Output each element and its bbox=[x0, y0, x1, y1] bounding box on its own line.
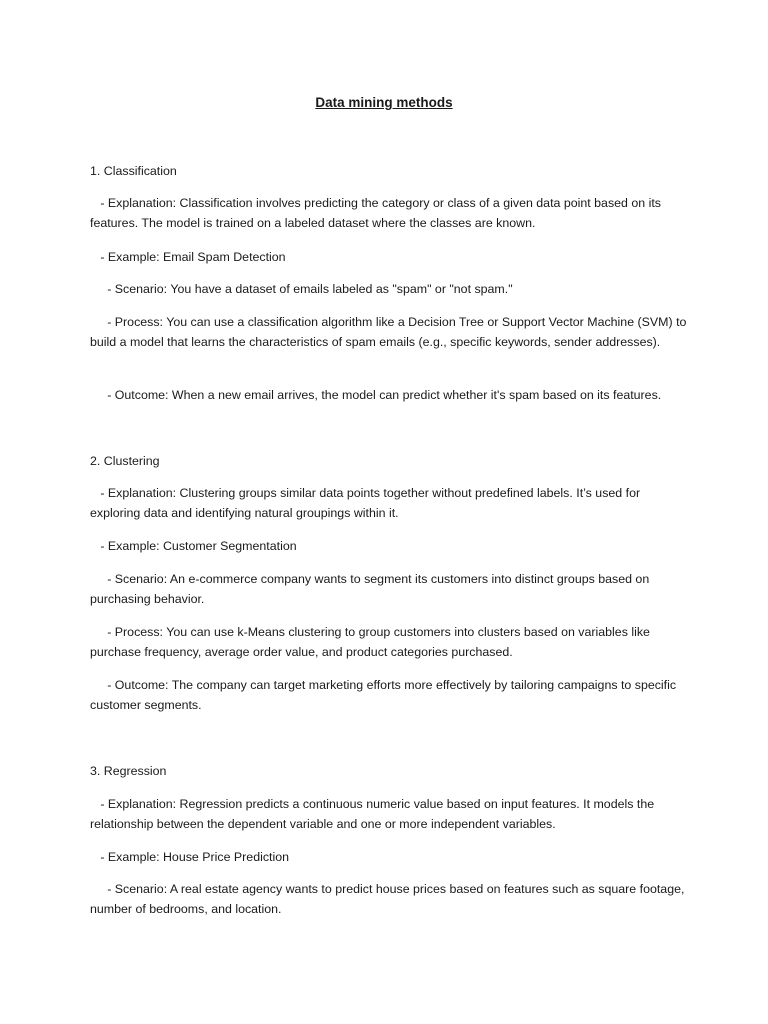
section-example: - Example: Customer Segmentation bbox=[90, 539, 297, 553]
section-explanation: - Explanation: Regression predicts a continuous numeric value based on input features. It models the relationship between the dependent variable and one or more independent variables. bbox=[90, 797, 658, 831]
section-outcome: - Outcome: When a new email arrives, the model can predict whether it's spam based on its features. bbox=[90, 388, 662, 402]
section-heading: 3. Regression bbox=[90, 764, 167, 778]
section-example: - Example: House Price Prediction bbox=[90, 850, 290, 864]
section-heading: 1. Classification bbox=[90, 164, 177, 178]
section-scenario: - Scenario: You have a dataset of emails labeled as "spam" or "not spam." bbox=[90, 282, 513, 296]
section-explanation: - Explanation: Clustering groups similar data points together without predefined labels. It’s used for exploring data and identifying natural groupings within it. bbox=[90, 486, 644, 520]
section-outcome: - Outcome: The company can target marketing efforts more effectively by tailoring campaigns to specific customer segments. bbox=[90, 678, 680, 712]
section-process: - Process: You can use k-Means clustering to group customers into clusters based on variables like purchase frequency, average order value, and product categories purchased. bbox=[90, 625, 654, 659]
section-process: - Process: You can use a classification algorithm like a Decision Tree or Support Vector Machine (SVM) to build a model that learns the characteristics of spam emails (e.g., specific keywords, sender addresses). bbox=[90, 315, 690, 349]
section-example: - Example: Email Spam Detection bbox=[90, 250, 286, 264]
section-explanation: - Explanation: Classification involves predicting the category or class of a given data point based on its features. The model is trained on a labeled dataset where the classes are known. bbox=[90, 196, 665, 230]
document-title: Data mining methods bbox=[315, 95, 453, 110]
section-scenario: - Scenario: An e-commerce company wants to segment its customers into distinct groups based on purchasing behavior. bbox=[90, 572, 653, 606]
section-heading: 2. Clustering bbox=[90, 454, 160, 468]
section-scenario: - Scenario: A real estate agency wants to predict house prices based on features such as square footage, number of bedrooms, and location. bbox=[90, 882, 688, 916]
